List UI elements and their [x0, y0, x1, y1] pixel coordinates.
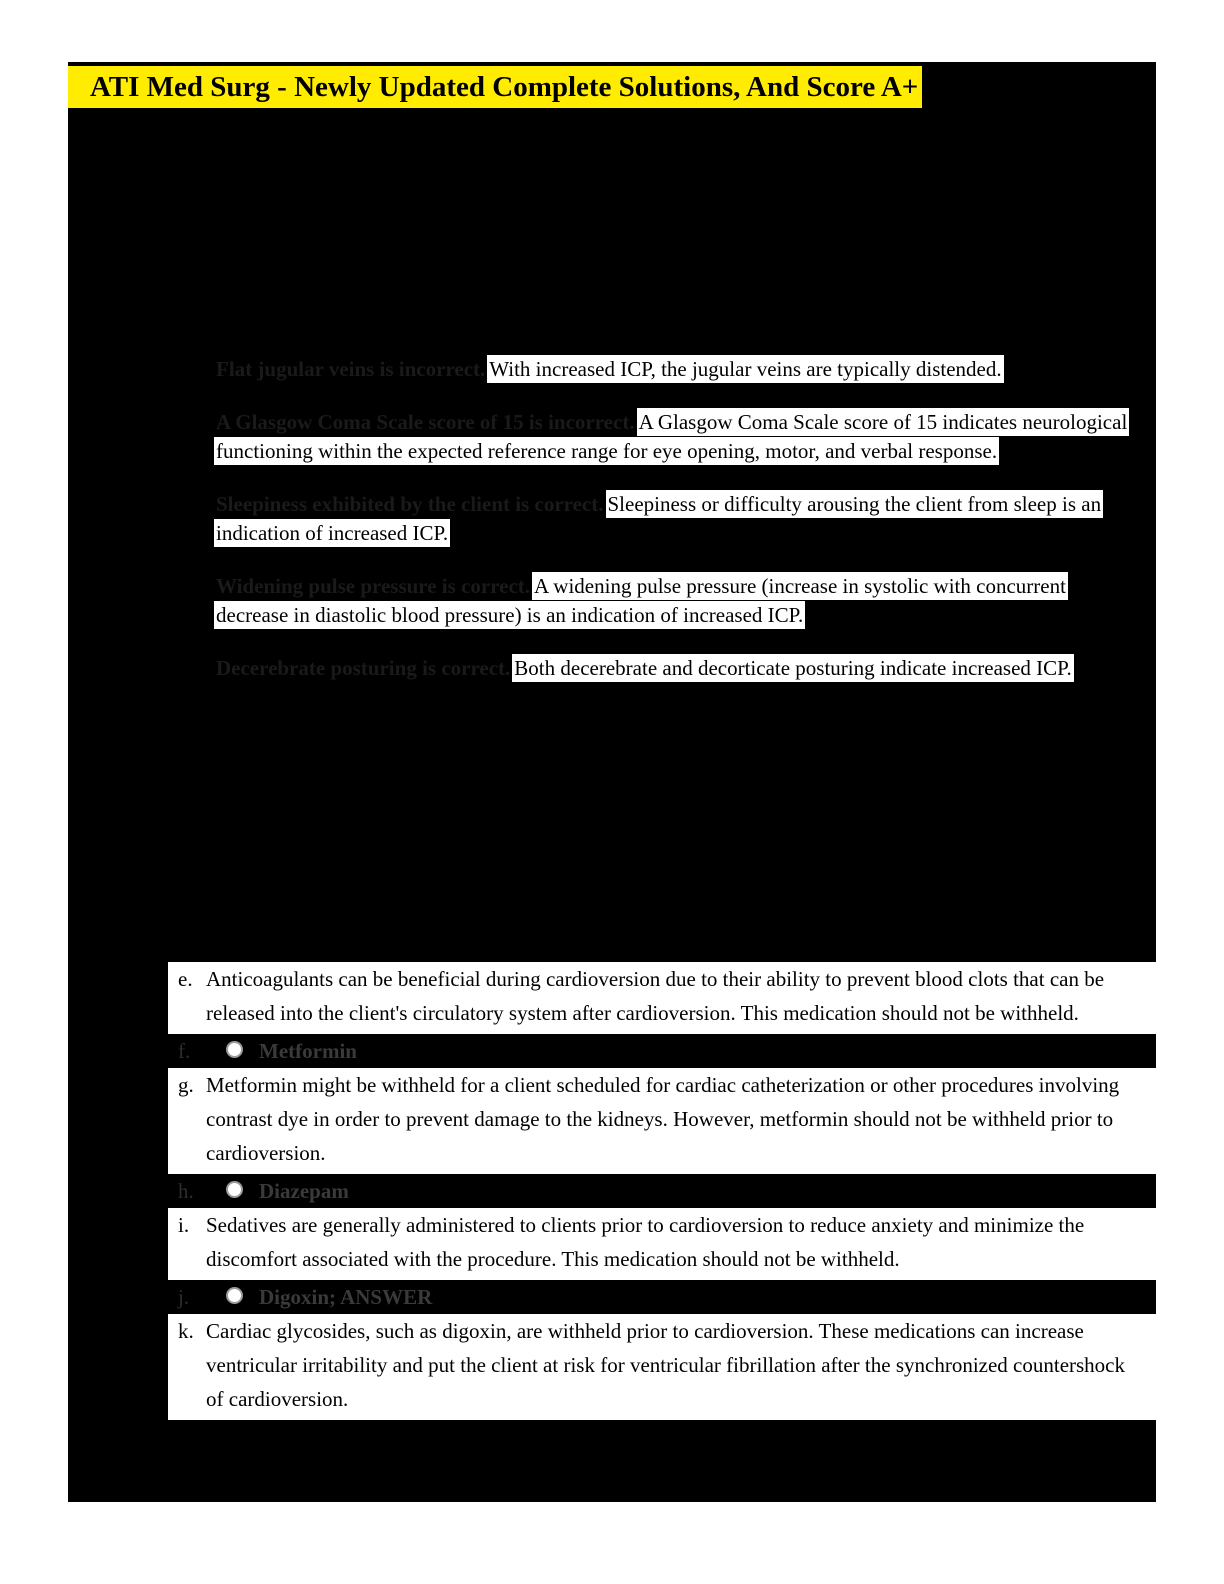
answer-list	[168, 962, 1156, 1420]
list-item	[168, 1068, 1156, 1174]
explanation-item	[214, 355, 1139, 384]
explanations-block	[214, 334, 1139, 683]
list-item-option-row	[206, 1174, 1156, 1208]
explanation-lead: Sleepiness exhibited by the client is correct.	[216, 492, 604, 516]
list-item-marker: h.	[178, 1179, 194, 1203]
explanation-body: Sleepiness or difficulty arousing the client from sleep is an indication of increased ICP.	[216, 492, 1102, 545]
list-item-option[interactable]	[168, 1280, 1156, 1314]
explanation-body: A Glasgow Coma Scale score of 15 indicates neurological functioning within the expected reference range for eye opening, motor, and verbal response.	[216, 410, 1128, 463]
list-item-label: Digoxin; ANSWER	[259, 1285, 433, 1309]
explanation-body: With increased ICP, the jugular veins are typically distended.	[489, 357, 1002, 381]
list-item	[168, 962, 1156, 1034]
list-item-option-row	[206, 1280, 1156, 1314]
explanation-lead: Decerebrate posturing is correct.	[216, 656, 511, 680]
list-item-option[interactable]	[168, 1034, 1156, 1068]
explanation-body: A widening pulse pressure (increase in systolic with concurrent decrease in diastolic blood pressure) is an indication of increased ICP.	[216, 574, 1066, 627]
list-item	[168, 1208, 1156, 1280]
document-sheet	[68, 62, 1156, 1502]
list-item-marker: i.	[178, 1213, 190, 1237]
list-item-label: Diazepam	[259, 1179, 349, 1203]
radio-button-icon[interactable]	[226, 1287, 243, 1304]
list-item-text: Metformin might be withheld for a client scheduled for cardiac catheterization or other procedures involving contrast dye in order to prevent damage to the kidneys. However, metformin should not be withheld prior to cardioversion.	[206, 1073, 1120, 1165]
list-item-marker: k.	[178, 1319, 194, 1343]
explanation-lead: Flat jugular veins is incorrect.	[216, 357, 486, 381]
explanation-item	[214, 490, 1139, 548]
explanation-lead: Widening pulse pressure is correct.	[216, 574, 531, 598]
explanation-item	[214, 408, 1139, 466]
list-item-option[interactable]	[168, 1174, 1156, 1208]
radio-button-icon[interactable]	[226, 1041, 243, 1058]
explanation-body: Both decerebrate and decorticate posturing indicate increased ICP.	[514, 656, 1072, 680]
list-item-text: Anticoagulants can be beneficial during cardioversion due to their ability to prevent blood clots that can be released into the client's circulatory system after cardioversion. This medication should not be withheld.	[206, 967, 1105, 1025]
list-item-marker: g.	[178, 1073, 194, 1097]
list-item-text: Sedatives are generally administered to clients prior to cardioversion to reduce anxiety and minimize the discomfort associated with the procedure. This medication should not be withheld.	[206, 1213, 1085, 1271]
list-item-marker: f.	[178, 1039, 191, 1063]
document-title-band	[68, 62, 1156, 112]
list-item-marker: e.	[178, 967, 193, 991]
page-title: ATI Med Surg - Newly Updated Complete Solutions, And Score A+	[68, 66, 922, 108]
list-item	[168, 1314, 1156, 1420]
list-item-text: Cardiac glycosides, such as digoxin, are withheld prior to cardioversion. These medications can increase ventricular irritability and put the client at risk for ventricular fibrillation after the synchronized countershock of cardioversion.	[206, 1319, 1126, 1411]
list-item-option-row	[206, 1034, 1156, 1068]
explanation-item	[214, 572, 1139, 630]
radio-button-icon[interactable]	[226, 1181, 243, 1198]
list-item-label: Metformin	[259, 1039, 357, 1063]
list-item-marker: j.	[178, 1285, 190, 1309]
explanation-lead: A Glasgow Coma Scale score of 15 is incorrect.	[216, 410, 635, 434]
explanation-item	[214, 654, 1139, 683]
